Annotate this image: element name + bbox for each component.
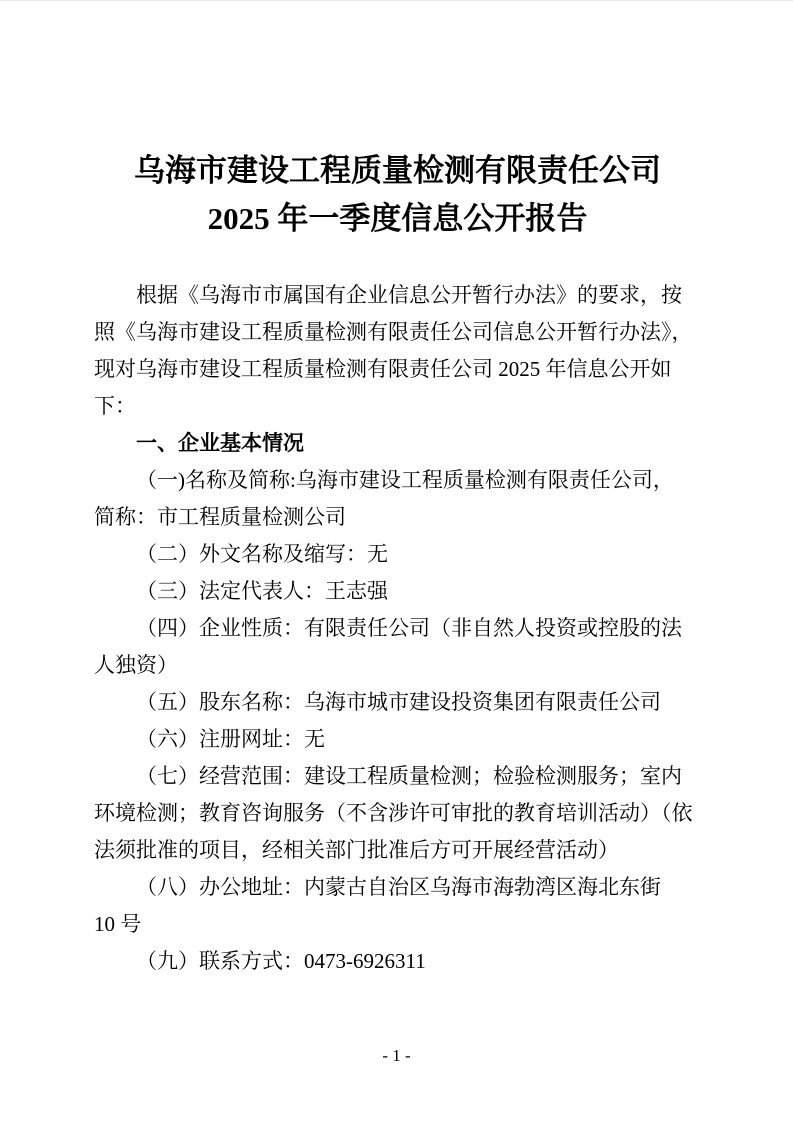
title-line-1: 乌海市建设工程质量检测有限责任公司 (134, 153, 661, 188)
section-item-5 (94, 684, 701, 721)
item-line: （一)名称及简称:乌海市建设工程质量检测有限责任公司， (136, 468, 674, 492)
item-line: 10 号 (94, 912, 142, 936)
item-line: （七）经营范围：建设工程质量检测；检验检测服务；室内 (136, 764, 682, 788)
section-item-6 (94, 721, 701, 758)
intro-line: 照《乌海市建设工程质量检测有限责任公司信息公开暂行办法》， (94, 320, 693, 344)
item-line: （五）股东名称：乌海市城市建设投资集团有限责任公司 (136, 690, 661, 714)
item-line: 简称：市工程质量检测公司 (94, 505, 346, 529)
intro-line: 现对乌海市建设工程质量检测有限责任公司 2025 年信息公开如 (94, 357, 672, 381)
page-content (0, 1, 793, 980)
item-line: （二）外文名称及缩写：无 (136, 542, 388, 566)
intro-line: 下： (94, 394, 136, 418)
section-item-1 (94, 462, 701, 536)
item-line: 法须批准的项目，经相关部门批准后方可开展经营活动） (94, 838, 619, 862)
item-line: （六）注册网址：无 (136, 727, 325, 751)
section-item-8 (94, 869, 701, 943)
section-heading: 一、企业基本情况 (136, 432, 304, 455)
document-title (94, 147, 701, 243)
section-item-9 (94, 943, 701, 980)
item-line: 人独资） (94, 653, 178, 677)
item-line: （八）办公地址：内蒙古自治区乌海市海勃湾区海北东街 (136, 875, 661, 899)
item-line: （三）法定代表人：王志强 (136, 579, 388, 603)
item-line: （九）联系方式：0473-6926311 (136, 949, 426, 973)
document-body (94, 277, 701, 980)
intro-line: 根据《乌海市市属国有企业信息公开暂行办法》的要求，按 (136, 283, 682, 307)
section-item-2 (94, 536, 701, 573)
title-line-2: 2025 年一季度信息公开报告 (207, 201, 588, 236)
section-item-7 (94, 758, 701, 869)
item-line: （四）企业性质：有限责任公司（非自然人投资或控股的法 (136, 616, 682, 640)
intro-paragraph (94, 277, 701, 425)
page-number: - 1 - (382, 1046, 411, 1065)
item-line: 环境检测；教育咨询服务（不含涉许可审批的教育培训活动）（依 (94, 801, 693, 825)
section-item-4 (94, 610, 701, 684)
section-item-3 (94, 573, 701, 610)
